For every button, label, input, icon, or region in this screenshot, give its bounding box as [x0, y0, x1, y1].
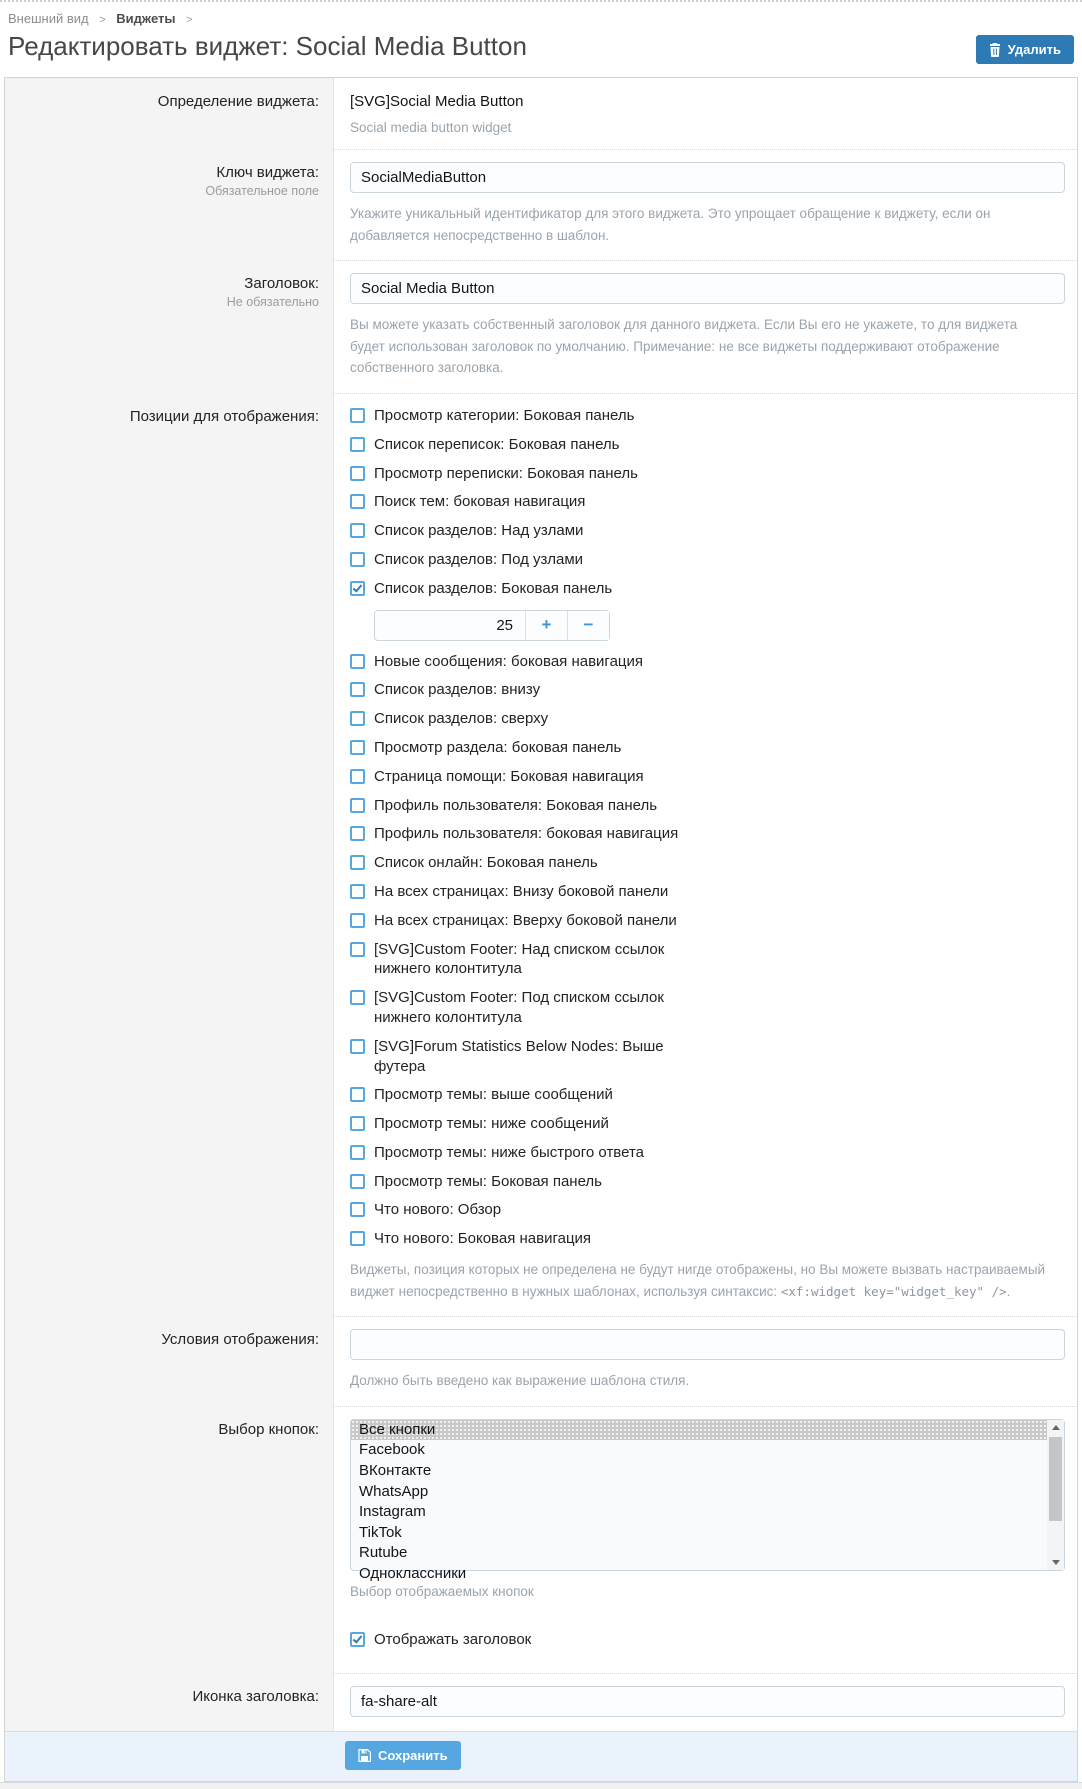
- checkbox-icon[interactable]: [350, 1116, 365, 1131]
- position-option-label: Список переписок: Боковая панель: [374, 435, 620, 453]
- position-option-label: [SVG]Forum Statistics Below Nodes: Выше футера: [374, 1037, 664, 1075]
- position-option[interactable]: [350, 550, 1065, 570]
- positions-explain-code: <xf:widget key="widget_key" />: [780, 1283, 1007, 1299]
- position-option[interactable]: [350, 709, 1065, 729]
- scroll-up-icon[interactable]: [1047, 1420, 1064, 1435]
- checkbox-icon[interactable]: [350, 1202, 365, 1217]
- checkbox-icon[interactable]: [350, 552, 365, 567]
- positions-label: Позиции для отображения:: [129, 407, 319, 425]
- position-option-label: Профиль пользователя: боковая навигация: [374, 825, 679, 843]
- listbox-option[interactable]: Instagram: [359, 1503, 426, 1521]
- position-option-label: [SVG]Custom Footer: Над списком ссылок нижнего колонтитула: [374, 940, 665, 978]
- position-option[interactable]: [350, 521, 1065, 541]
- position-option[interactable]: [350, 1229, 1065, 1249]
- row-widget-title: [5, 260, 1077, 393]
- checkbox-icon[interactable]: [350, 437, 365, 452]
- checkbox-checked-icon[interactable]: [350, 1632, 365, 1647]
- widget-key-required-hint: Обязательное поле: [205, 184, 319, 198]
- checkbox-checked-icon[interactable]: [350, 581, 365, 596]
- position-option-label: Новые сообщения: боковая навигация: [374, 652, 644, 670]
- position-option[interactable]: [350, 1085, 1065, 1105]
- position-option[interactable]: [350, 988, 1065, 1028]
- checkbox-icon[interactable]: [350, 654, 365, 669]
- save-bar: [5, 1731, 1077, 1781]
- checkbox-icon[interactable]: [350, 466, 365, 481]
- listbox-option[interactable]: Facebook: [359, 1441, 425, 1459]
- position-option-label: Список разделов: Боковая панель: [374, 579, 613, 597]
- position-option[interactable]: [350, 767, 1065, 787]
- checkbox-icon[interactable]: [350, 942, 365, 957]
- scroll-down-icon[interactable]: [1047, 1555, 1064, 1570]
- position-option-label: Список разделов: Под узлами: [374, 550, 584, 568]
- row-conditions: [5, 1316, 1077, 1406]
- show-title-label: Отображать заголовок: [374, 1631, 532, 1649]
- title-icon-input[interactable]: [350, 1686, 1065, 1717]
- checkbox-icon[interactable]: [350, 1087, 365, 1102]
- definition-description: Social media button widget: [350, 120, 512, 135]
- position-option[interactable]: [350, 882, 1065, 902]
- position-option-label: Просмотр темы: ниже сообщений: [374, 1115, 609, 1133]
- position-option-label: На всех страницах: Внизу боковой панели: [374, 882, 669, 900]
- listbox-option[interactable]: Rutube: [359, 1544, 408, 1562]
- position-option[interactable]: [350, 435, 1065, 455]
- listbox-option[interactable]: TikTok: [359, 1523, 402, 1541]
- definition-value: [SVG]Social Media Button: [350, 93, 524, 110]
- widget-title-label: Заголовок:: [244, 275, 319, 293]
- position-option-label: Список разделов: Над узлами: [374, 522, 584, 540]
- page-bottom-strip: [0, 1782, 1082, 1789]
- listbox-option[interactable]: Одноклассники: [359, 1565, 467, 1583]
- checkbox-icon[interactable]: [350, 1231, 365, 1246]
- delete-button-label: Удалить: [1007, 42, 1061, 57]
- widget-title-explain: Вы можете указать собственный заголовок для данного виджета. Если Вы его не укажете, то для виджета будет использован заголовок по умолчанию. Примечание: не все виджеты поддерживают отображение собственного заголовка.: [350, 317, 1018, 376]
- position-option-label: Что нового: Обзор: [374, 1201, 502, 1219]
- listbox-scrollbar[interactable]: [1047, 1420, 1064, 1570]
- title-icon-label: Иконка заголовка:: [192, 1688, 319, 1706]
- checkbox-icon[interactable]: [350, 740, 365, 755]
- floppy-disk-icon: [358, 1749, 371, 1762]
- checkbox-icon[interactable]: [350, 494, 365, 509]
- position-option[interactable]: [350, 940, 1065, 980]
- position-option[interactable]: [350, 1143, 1065, 1163]
- conditions-explain: Должно быть введено как выражение шаблона стиля.: [350, 1373, 690, 1389]
- checkbox-icon[interactable]: [350, 769, 365, 784]
- position-option-label: Список онлайн: Боковая панель: [374, 854, 598, 872]
- listbox-option[interactable]: ВКонтакте: [359, 1462, 432, 1480]
- checkbox-icon[interactable]: [350, 798, 365, 813]
- position-option-label: Просмотр темы: ниже быстрого ответа: [374, 1143, 644, 1161]
- positions-explain: [350, 1259, 1050, 1302]
- buttons-listbox[interactable]: [350, 1419, 1065, 1583]
- buttons-listbox-options: [351, 1420, 1047, 1583]
- checkbox-icon[interactable]: [350, 855, 365, 870]
- position-option-label: Что нового: Боковая навигация: [374, 1230, 592, 1248]
- title-row: [0, 30, 1082, 77]
- chevron-right-icon: >: [186, 14, 193, 26]
- definition-label: Определение виджета:: [157, 93, 319, 110]
- listbox-option[interactable]: WhatsApp: [359, 1482, 429, 1500]
- position-option-label: Страница помощи: Боковая навигация: [374, 767, 644, 785]
- position-option-label: Просмотр темы: Боковая панель: [374, 1172, 602, 1190]
- widget-title-input[interactable]: [350, 273, 1065, 304]
- save-button-label: Сохранить: [378, 1748, 448, 1764]
- position-option[interactable]: [350, 464, 1065, 484]
- position-option[interactable]: [350, 406, 1065, 426]
- show-title-option[interactable]: [350, 1630, 1065, 1650]
- breadcrumb: [0, 2, 1082, 30]
- save-button[interactable]: [345, 1741, 461, 1770]
- breadcrumb-item-widgets[interactable]: Виджеты: [116, 11, 176, 26]
- row-widget-key: [5, 149, 1077, 260]
- position-option-label: Профиль пользователя: Боковая панель: [374, 796, 658, 814]
- position-option[interactable]: [350, 824, 1065, 844]
- position-option-label: Просмотр темы: выше сообщений: [374, 1086, 613, 1104]
- position-option-label: Просмотр переписки: Боковая панель: [374, 464, 638, 482]
- conditions-input[interactable]: [350, 1329, 1065, 1360]
- button-choice-label: Выбор кнопок:: [218, 1420, 319, 1438]
- listbox-option[interactable]: Все кнопки: [351, 1420, 1047, 1441]
- conditions-label: Условия отображения:: [161, 1331, 319, 1349]
- position-option-label: [SVG]Custom Footer: Под списком ссылок нижнего колонтитула: [374, 989, 664, 1026]
- trash-icon: [989, 43, 1001, 57]
- position-option[interactable]: [350, 1172, 1065, 1192]
- checkbox-icon[interactable]: [350, 682, 365, 697]
- checkbox-icon[interactable]: [350, 523, 365, 538]
- position-option-label: На всех страницах: Вверху боковой панели: [374, 911, 677, 929]
- quantity-decrement-button[interactable]: −: [567, 611, 609, 640]
- chevron-right-icon: >: [99, 14, 106, 26]
- row-button-choice: [5, 1406, 1077, 1673]
- page-title: Редактировать виджет: Social Media Button: [8, 31, 527, 61]
- position-option[interactable]: [350, 1114, 1065, 1134]
- position-option[interactable]: [350, 853, 1065, 873]
- position-option[interactable]: [350, 796, 1065, 816]
- checkbox-icon[interactable]: [350, 1174, 365, 1189]
- position-option-label: Просмотр раздела: боковая панель: [374, 738, 622, 756]
- row-title-icon: [5, 1673, 1077, 1731]
- checkbox-icon[interactable]: [350, 884, 365, 899]
- widget-key-label: Ключ виджета:: [216, 164, 319, 181]
- position-quantity-group: [374, 610, 610, 641]
- checkbox-icon[interactable]: [350, 408, 365, 423]
- position-option[interactable]: [350, 652, 1065, 672]
- position-option[interactable]: [350, 1037, 1065, 1077]
- checkbox-icon[interactable]: [350, 913, 365, 928]
- row-positions: [5, 393, 1077, 1316]
- checkbox-icon[interactable]: [350, 711, 365, 726]
- position-option[interactable]: [350, 738, 1065, 758]
- positions-explain-text: Виджеты, позиция которых не определена не будут нигде отображены, но Вы можете вызвать настраиваемый виджет непосредственно в нужных шаблонах, используя синтаксис:: [350, 1262, 1046, 1299]
- position-option-label: Список разделов: внизу: [374, 681, 541, 699]
- widget-key-input[interactable]: [350, 162, 1065, 193]
- position-option[interactable]: [350, 579, 1065, 599]
- row-definition: [5, 78, 1077, 149]
- position-option-label: Список разделов: сверху: [374, 710, 549, 728]
- position-option-label: Поиск тем: боковая навигация: [374, 493, 586, 511]
- positions-explain-period: .: [1006, 1283, 1011, 1299]
- breadcrumb-item-appearance[interactable]: Внешний вид: [8, 11, 89, 26]
- position-option[interactable]: [350, 680, 1065, 700]
- checkbox-icon[interactable]: [350, 990, 365, 1005]
- position-quantity-input[interactable]: [375, 611, 525, 640]
- checkbox-icon[interactable]: [350, 1145, 365, 1160]
- button-choice-explain: Выбор отображаемых кнопок: [350, 1583, 534, 1599]
- widget-key-explain: Укажите уникальный идентификатор для этого виджета. Это упрощает обращение к виджету, если он добавляется непосредственно в шаблон.: [350, 206, 991, 243]
- quantity-increment-button[interactable]: +: [525, 611, 567, 640]
- position-option[interactable]: [350, 492, 1065, 512]
- checkbox-icon[interactable]: [350, 826, 365, 841]
- widget-title-optional-hint: Не обязательно: [226, 295, 319, 310]
- position-option[interactable]: [350, 1200, 1065, 1220]
- checkbox-icon[interactable]: [350, 1039, 365, 1054]
- position-option[interactable]: [350, 911, 1065, 931]
- widget-edit-form: [4, 77, 1078, 1782]
- delete-button[interactable]: [976, 35, 1074, 64]
- positions-options: [350, 406, 1065, 1249]
- position-option-label: Просмотр категории: Боковая панель: [374, 406, 635, 424]
- scrollbar-thumb[interactable]: [1049, 1437, 1062, 1521]
